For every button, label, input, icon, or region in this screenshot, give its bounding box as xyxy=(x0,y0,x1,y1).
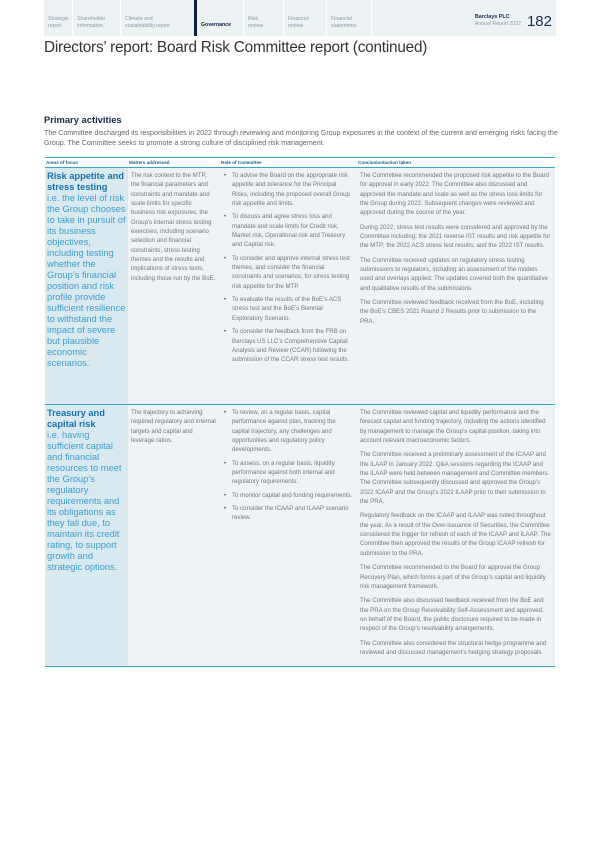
column-header: Areas of focus xyxy=(45,158,128,168)
top-navigation xyxy=(44,0,556,36)
list-item: • To discuss and agree stress loss and mandate and scale limits for Credit risk, Market risk, Operational risk and Treasury and Capital risk. xyxy=(223,212,353,249)
brand-name: Barclays PLC xyxy=(474,14,510,20)
column-header: Conclusion/action taken xyxy=(357,158,555,168)
role-of-committee xyxy=(220,168,357,405)
list-item: • To consider the feedback from the FRB on Barclays US LLC’s Comprehensive Capital Analysis and Review (CCAR) following the submission of the CCAR stress test results. xyxy=(223,327,353,364)
column-header: Role of Committee xyxy=(220,158,357,168)
role-of-committee xyxy=(220,405,357,667)
section-intro: The Committee discharged its responsibilities in 2022 through reviewing and monitoring Group exposures in the context of the current and emerging risks facing the Group. The Committee seeks to promote a strong culture of disciplined risk management. xyxy=(44,129,558,147)
list-item: • To consider and approve internal stress test themes, and consider the financial constraints and scenarios, for stress testing risk appetite for the MTP. xyxy=(223,254,353,291)
list-item: • To advise the Board on the appropriate risk appetite and tolerance for the Principal Risks, including the proposed overall Group risk appetite and limits. xyxy=(223,171,353,208)
nav-tab-strategic-report[interactable]: Strategic report xyxy=(48,16,69,29)
brand-block xyxy=(475,0,556,36)
page-title: Directors’ report: Board Risk Committee report (continued) xyxy=(44,39,428,56)
list-item: • To consider the ICAAP and ILAAP scenario review. xyxy=(223,504,353,523)
conclusion: The Committee recommended the proposed risk appetite to the Board for approval in early 2022. The Committee also discussed and approved the mandate and scale as well as the stress loss limits for the Group during 2022. Subsequent changes were reviewed and approved during the course of the year. During 2022, stress test results were considered and approved by the Committee including: the 2021 reverse IST results and risk appetite for the MTP; the 2022 ACS stress test results; and the 2022 IST results. The Committee received updates on regulatory stress testing submissions to regulators, including an assessment of the models used and overlays applied. The updates covered both the quantitative and qualitative results of the submissions. The Committee reviewed feedback received from the BoE, including the BoE’s CBES 2021 Round 2 Results prior to submission to the PRA. xyxy=(357,168,555,405)
nav-tab-shareholder-information[interactable]: Shareholder information xyxy=(72,0,120,36)
area-of-focus: Treasury and capital risk i.e. having sufficient capital and financial resources to meet the Group’s regulatory requirements and its obligations as they fall due, to maintain its credit rating, to support growth and strategic options. xyxy=(45,405,128,667)
list-item: • To review, on a regular basis, capital performance against plan, tracking the capital trajectory, any challenges and opportunities and regulatory policy developments. xyxy=(223,408,353,455)
matters-addressed: The trajectory to achieving required regulatory and internal targets and capital and leverage ratios. xyxy=(128,405,220,667)
table-row xyxy=(45,168,555,405)
list-item: • To monitor capital and funding requirements. xyxy=(223,491,353,500)
report-name: Annual Report 2022 xyxy=(474,20,521,27)
nav-tab-climate-report[interactable]: Climate and sustainability report xyxy=(120,0,194,36)
nav-tab-financial-statements[interactable]: Financial statements xyxy=(326,0,371,36)
nav-tab-financial-review[interactable]: Financial review xyxy=(283,0,326,36)
nav-tab-governance[interactable]: Governance xyxy=(194,0,243,36)
list-item: • To assess, on a regular basis, liquidity performance against both internal and regulatory requirements. xyxy=(223,459,353,487)
area-of-focus: Risk appetite and stress testing i.e. the level of risk the Group chooses to take in pursuit of its business objectives, including testing whether the Group’s financial position and risk profile provide sufficient resilience to withstand the impact of severe but plausible economic scenarios. xyxy=(45,168,128,405)
divider xyxy=(371,0,372,36)
conclusion: The Committee reviewed capital and liquidity performance and the forecast capital and funding trajectory, including the actions identified by management to manage the Group’s capital position, taking into account relevant macroeconomic factors. The Committee received a preliminary assessment of the ICAAP and the ILAAP in January 2022. Q&A sessions regarding the ICAAP and the ILAAP were held between management and Committee members. The Committee subsequently discussed and approved the Group’s 2022 ICAAP and the Group’s 2022 ILAAP prior to their submission to the PRA. Regulatory feedback on the ICAAP and ILAAP was noted throughout the year. As a result of the Over-issuance of Securities, the Committee considered the trigger for refresh of each of the ICAAP and ILAAP. The Committee then approved the results of the Group ICAAP refresh for submission to the PRA. The Committee recommended to the Board for approval the Group Recovery Plan, which forms a part of the Group’s capital and liquidity risk management framework. The Committee also discussed feedback received from the BoE and the PRA on the Group Resolvability Self-Assessment and approved, on behalf of the Board, the public disclosure required to be made in respect of the Group’s resolvability arrangements. The Committee also considered the structural hedge programme and reviewed and discussed management’s hedging strategy proposals. xyxy=(357,405,555,667)
nav-tab-risk-review[interactable]: Risk review xyxy=(243,0,283,36)
matters-addressed: The risk context to the MTP, the financial parameters and constraints and mandate and scale limits for specific business risk exposures, the Group’s internal stress testing exercises, including scenario selection and financial constraints, stress testing themes and the results and implications of stress tests, including those run by the BoE. xyxy=(128,168,220,405)
list-item: • To evaluate the results of the BoE’s ACS stress test and the BoE’s Biennial Exploratory Scenario. xyxy=(223,295,353,323)
primary-activities-table xyxy=(45,157,555,667)
column-header: Matters addressed xyxy=(128,158,220,168)
section-heading: Primary activities xyxy=(44,114,122,125)
table-row xyxy=(45,405,555,667)
table-header-row xyxy=(45,158,555,168)
page-number: 182 xyxy=(526,13,552,30)
